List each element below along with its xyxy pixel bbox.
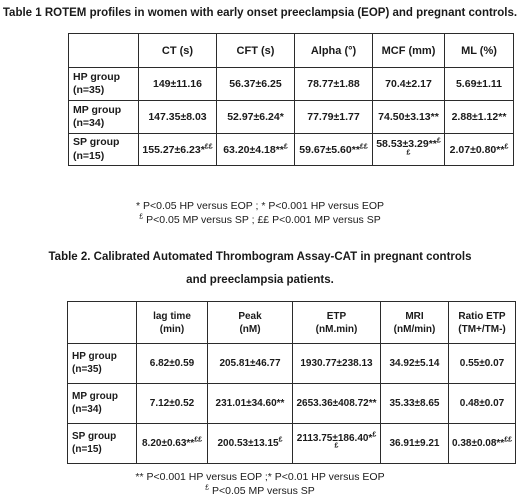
table2-header-peak: Peak (nM): [208, 302, 293, 344]
table2-header-mri: MRI (nM/min): [381, 302, 449, 344]
row-header-sp: SP group (n=15): [68, 424, 137, 464]
table1-header-corner: [69, 34, 139, 68]
table-cell: 78.77±1.88: [295, 68, 373, 101]
row-header-mp: MP group (n=34): [69, 101, 139, 134]
table-cell: 2113.75±186.40*££: [293, 424, 381, 464]
table-cell: 2.07±0.80**£: [445, 134, 514, 166]
table-cell: 0.55±0.07: [449, 344, 516, 384]
table-cell: 35.33±8.65: [381, 384, 449, 424]
table-cell: 231.01±34.60**: [208, 384, 293, 424]
table1-header-row: [69, 34, 514, 68]
table2-header-row: [68, 302, 516, 344]
table2-footnote-2: £ P<0.05 MP versus SP: [205, 484, 315, 497]
table2-header-etp: ETP (nM.min): [293, 302, 381, 344]
table-cell: 36.91±9.21: [381, 424, 449, 464]
table2-caption-line1: Table 2. Calibrated Automated Thrombogram Assay-CAT in pregnant controls: [48, 251, 472, 263]
table-row: [69, 101, 514, 134]
table2-caption-line2: and preeclampsia patients.: [186, 274, 334, 286]
table-cell: 74.50±3.13**: [373, 101, 445, 134]
table-cell: 77.79±1.77: [295, 101, 373, 134]
table-cell: 2653.36±408.72**: [293, 384, 381, 424]
table-row: [69, 134, 514, 166]
table-cell: 34.92±5.14: [381, 344, 449, 384]
table-cell: 6.82±0.59: [137, 344, 208, 384]
table-cell: 52.97±6.24*: [217, 101, 295, 134]
table-cell: 70.4±2.17: [373, 68, 445, 101]
table2-header-lag-time: lag time (min): [137, 302, 208, 344]
table-row: [68, 344, 516, 384]
table1-header-cft: CFT (s): [217, 34, 295, 68]
table-cell: 2.88±1.12**: [445, 101, 514, 134]
table-cell: 56.37±6.25: [217, 68, 295, 101]
table-row: [68, 424, 516, 464]
table-cell: 8.20±0.63**££: [137, 424, 208, 464]
table2-cat: [67, 301, 516, 464]
table-cell: 63.20±4.18**£: [217, 134, 295, 166]
table2-header-ratio-etp: Ratio ETP (TM+/TM-): [449, 302, 516, 344]
table-cell: 1930.77±238.13: [293, 344, 381, 384]
row-header-sp: SP group (n=15): [69, 134, 139, 166]
table1-caption: Table 1 ROTEM profiles in women with early onset preeclampsia (EOP) and pregnant controls.: [2, 7, 518, 19]
table2-header-corner: [68, 302, 137, 344]
table-cell: 149±11.16: [139, 68, 217, 101]
table-cell: 0.38±0.08**££: [449, 424, 516, 464]
table1-header-ct: CT (s): [139, 34, 217, 68]
table-cell: 58.53±3.29**££: [373, 134, 445, 166]
table-cell: 155.27±6.23*££: [139, 134, 217, 166]
table1-header-mcf: MCF (mm): [373, 34, 445, 68]
row-header-hp: HP group (n=35): [68, 344, 137, 384]
table1-footnote-1: * P<0.05 HP versus EOP ; * P<0.001 HP versus EOP: [135, 200, 385, 212]
table-cell: 147.35±8.03: [139, 101, 217, 134]
table1-rotem: [68, 33, 514, 166]
table1-header-ml: ML (%): [445, 34, 514, 68]
table-cell: 5.69±1.11: [445, 68, 514, 101]
table2-footnote-1: ** P<0.001 HP versus EOP ;* P<0.01 HP versus EOP: [135, 471, 385, 483]
table1-header-alpha: Alpha (°): [295, 34, 373, 68]
row-header-hp: HP group (n=35): [69, 68, 139, 101]
table-cell: 7.12±0.52: [137, 384, 208, 424]
table1-footnote-2: £ P<0.05 MP versus SP ; ££ P<0.001 MP versus SP: [139, 213, 381, 226]
table-row: [69, 68, 514, 101]
table-row: [68, 384, 516, 424]
table-cell: 0.48±0.07: [449, 384, 516, 424]
table-cell: 59.67±5.60**££: [295, 134, 373, 166]
row-header-mp: MP group (n=34): [68, 384, 137, 424]
table-cell: 200.53±13.15£: [208, 424, 293, 464]
table-cell: 205.81±46.77: [208, 344, 293, 384]
